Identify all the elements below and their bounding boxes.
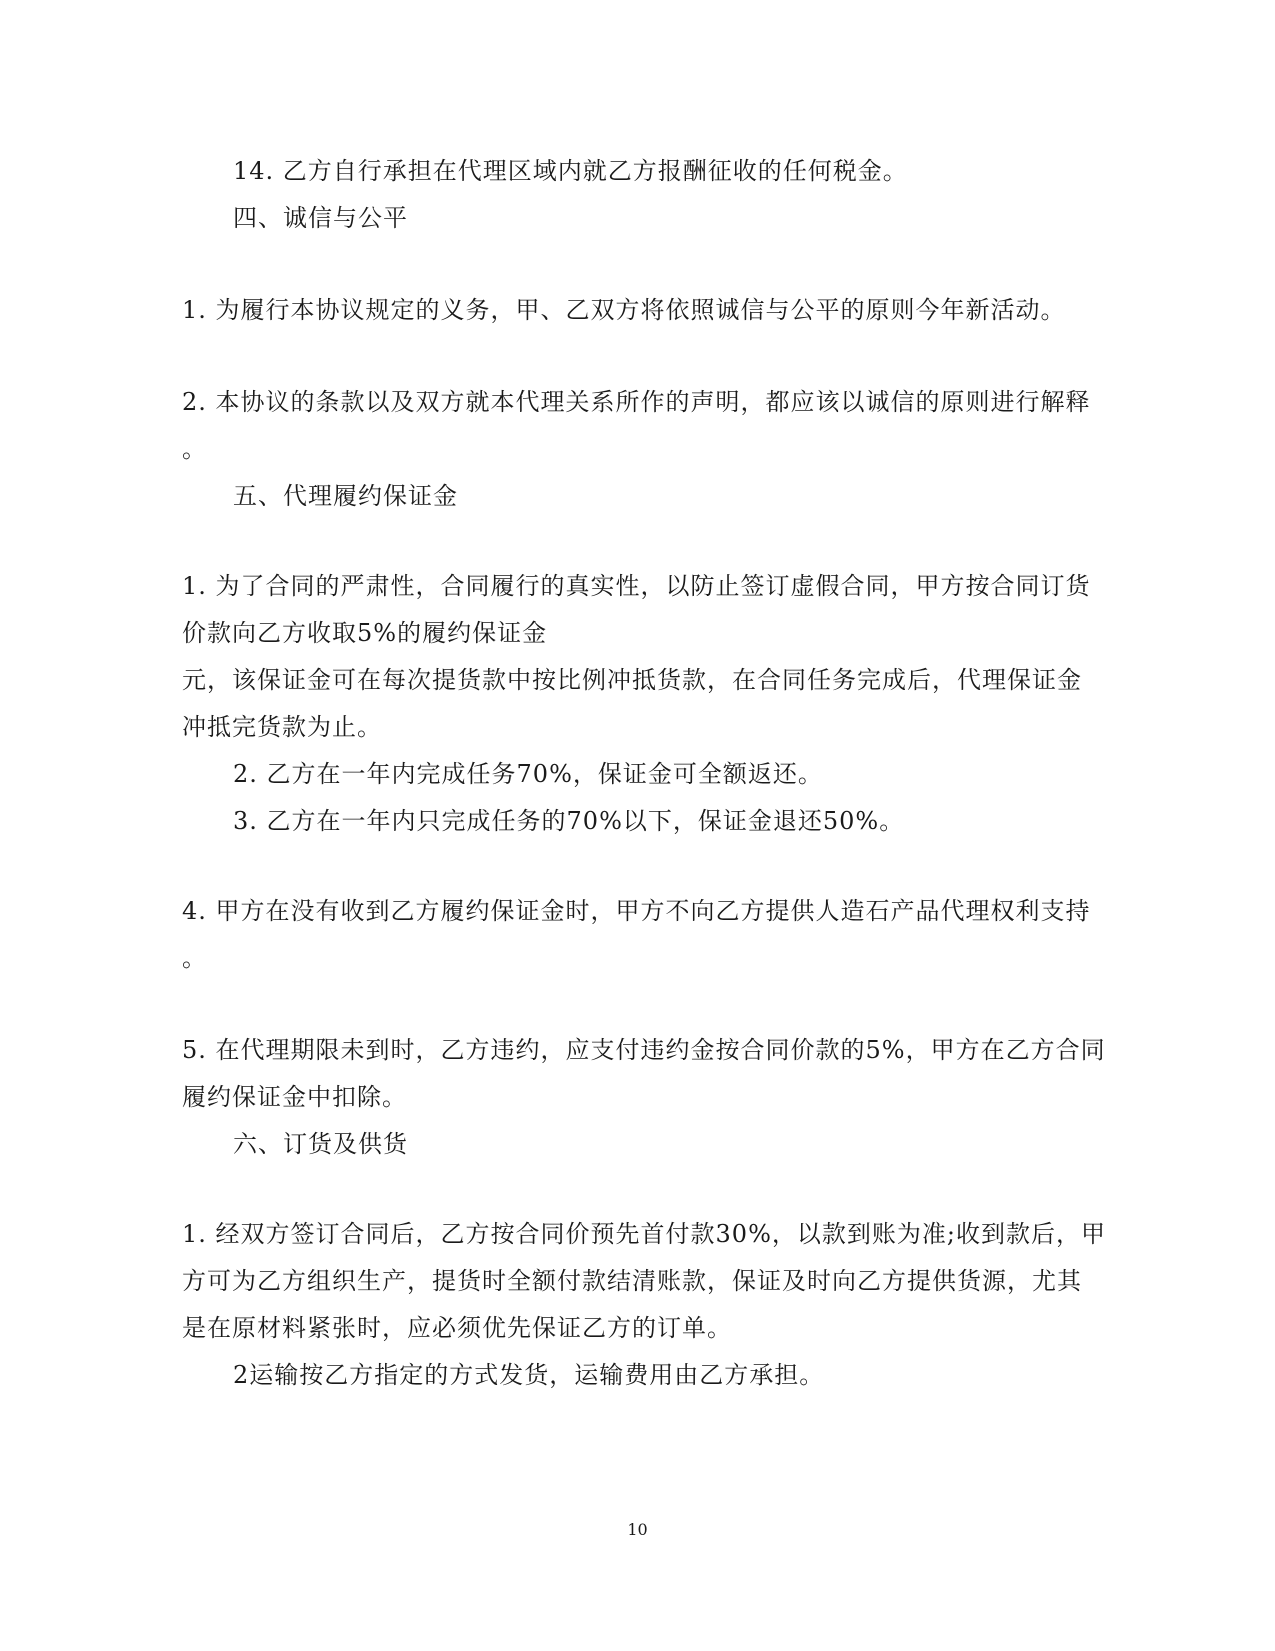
section-5-clause-5: 5. 在代理期限未到时，乙方违约，应支付违约金按合同价款的5%，甲方在乙方合同 <box>182 1036 1106 1064</box>
section-4-clause-2-continued: 。 <box>182 435 207 463</box>
section-5-clause-1-line-3: 元，该保证金可在每次提货款中按比例冲抵货款，在合同任务完成后，代理保证金 <box>182 666 1082 694</box>
page-number: 10 <box>627 1520 648 1539</box>
clause-4-14: 14. 乙方自行承担在代理区域内就乙方报酬征收的任何税金。 <box>233 157 908 185</box>
section-heading-6: 六、订货及供货 <box>233 1130 408 1158</box>
section-5-clause-1-line-4: 冲抵完货款为止。 <box>182 713 382 741</box>
section-5-clause-3: 3. 乙方在一年内只完成任务的70%以下，保证金退还50%。 <box>233 807 905 835</box>
section-heading-4: 四、诚信与公平 <box>233 204 408 232</box>
section-5-clause-4-continued: 。 <box>182 944 207 972</box>
section-5-clause-1-line-2: 价款向乙方收取5%的履约保证金 <box>182 619 548 647</box>
section-4-clause-2: 2. 本协议的条款以及双方就本代理关系所作的声明，都应该以诚信的原则进行解释 <box>182 388 1091 416</box>
section-5-clause-5-continued: 履约保证金中扣除。 <box>182 1083 407 1111</box>
section-6-clause-1: 1. 经双方签订合同后，乙方按合同价预先首付款30%，以款到账为准;收到款后，甲 <box>182 1220 1106 1248</box>
section-5-clause-4: 4. 甲方在没有收到乙方履约保证金时，甲方不向乙方提供人造石产品代理权利支持 <box>182 897 1091 925</box>
section-4-clause-1: 1. 为履行本协议规定的义务，甲、乙双方将依照诚信与公平的原则今年新活动。 <box>182 296 1066 324</box>
section-heading-5: 五、代理履约保证金 <box>233 482 458 510</box>
section-6-clause-1-line-3: 是在原材料紧张时，应必须优先保证乙方的订单。 <box>182 1314 732 1342</box>
section-5-clause-2: 2. 乙方在一年内完成任务70%，保证金可全额返还。 <box>233 760 823 788</box>
section-5-clause-1: 1. 为了合同的严肃性，合同履行的真实性，以防止签订虚假合同，甲方按合同订货 <box>182 572 1091 600</box>
section-6-clause-2: 2运输按乙方指定的方式发货，运输费用由乙方承担。 <box>233 1361 825 1389</box>
section-6-clause-1-line-2: 方可为乙方组织生产，提货时全额付款结清账款，保证及时向乙方提供货源，尤其 <box>182 1267 1082 1295</box>
